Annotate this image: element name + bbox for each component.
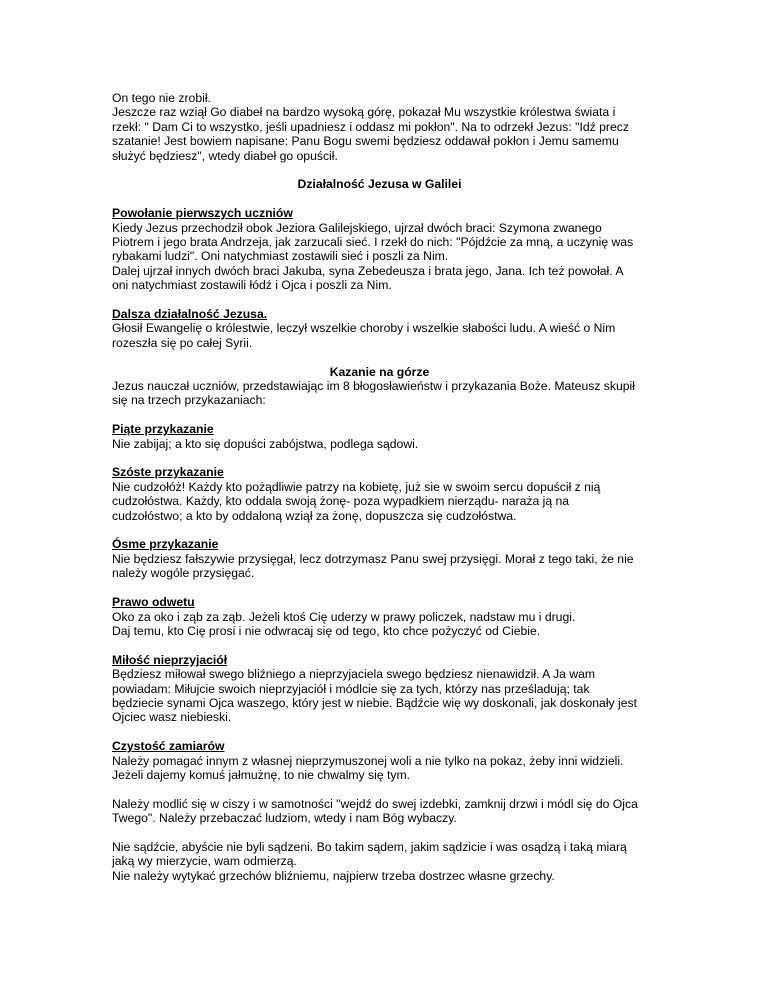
spacer [112,163,647,177]
heading-fifth-commandment: Piąte przykazanie [112,422,214,437]
intro-line: On tego nie zrobił. [112,91,211,105]
heading-purity-of-intentions: Czystość zamiarów [112,739,225,754]
retaliation-text: Oko za oko i ząb za ząb. Jeżeli ktoś Cię uderzy w prawy policzek, nadstaw mu i drugi. Daj temu, kto Cię prosi i nie odwracaj się od tego, kto chce pożyczyć od Ciebie. [112,609,576,638]
spacer [112,350,647,364]
intro-paragraph: Jeszcze raz wziął Go diabeł na bardzo wysoką górę, pokazał Mu wszystkie królestwa świata i rzekł: " Dam Ci to wszystko, jeśli upadniesz i oddasz mi pokłon". Na to odrzekł Jezus: "Idź precz szatanie! Jest bowiem napisane: Panu Bogu swemi będziesz oddawał pokłon i Jemu samemu służyć będziesz", wtedy diabeł go opuścił. [112,105,629,163]
spacer [112,192,647,206]
document-page [112,91,647,883]
calling-paragraph-2: Dalej ujrzał innych dwóch braci Jakuba, syna Zebedeusza i brata jego, Jana. Ich też powołał. A oni natychmiast zostawili łódź i Ojca i poszli za Nim. [112,263,624,293]
spacer [112,725,647,739]
spacer [112,581,647,595]
spacer [112,451,647,465]
spacer [112,782,647,796]
sixth-commandment-text: Nie cudzołóż! Każdy kto pożądliwie patrzy na kobietę, już sie w swoim sercu dopuścił z nią cudzołóstwa. Każdy, kto oddala swoją żonę- poza wypadkiem nierządu- naraża ją na cudzołóstwo; a kto by oddaloną wziął za żonę, dopuszcza się cudzołóstwa. [112,479,601,523]
heading-eighth-commandment: Ósme przykazanie [112,537,219,552]
heading-love-of-enemies: Miłość nieprzyjaciół [112,652,228,667]
further-activity-paragraph: Głosił Ewangelię o królestwie, leczył wszelkie choroby i wszelkie słabości ludu. A wieść o Nim rozeszła się po całej Syrii. [112,321,616,350]
spacer [112,408,647,422]
heading-further-activity: Dalsza działalność Jezusa. [112,307,268,322]
love-of-enemies-text: Będziesz miłował swego bliźniego a nieprzyjaciela swego będziesz nienawidził. A Ja wam powiadam: Miłujcie swoich nieprzyjaciół i módlcie się za tych, którzy nas prześladują; tak będziecie synami Ojca waszego, który jest w niebie. Bądźcie wię wy doskonali, jak doskonały jest Ojciec wasz niebieski. [112,667,637,725]
heading-calling: Powołanie pierwszych uczniów [112,206,293,221]
section-title-galilee: Działalność Jezusa w Galilei [297,177,462,192]
spacer [112,638,647,652]
section-title-sermon: Kazanie na górze [329,364,430,379]
calling-paragraph-1: Kiedy Jezus przechodził obok Jeziora Galilejskiego, ujrzał dwóch braci: Szymona zwanego Piotrem i jego brata Andrzeja, jak zarzucali sieć. I rzekł do nich: "Pójdźcie za mną, a uczynię was rybakami ludzi". Oni natychmiast zostawili sieć i poszli za Nim. [112,220,634,264]
intentions-paragraph-1: Należy pomagać innym z własnej nieprzymuszonej woli a nie tylko na pokaz, żeby inni widzieli. Jeżeli dajemy komuś jałmużnę, to nie chwalmy się tym. [112,753,624,782]
heading-retaliation: Prawo odwetu [112,595,195,610]
fifth-commandment-text: Nie zabijaj; a kto się dopuści zabójstwa, podlega sądowi. [112,436,419,451]
sermon-intro: Jezus nauczał uczniów, przedstawiając im 8 błogosławieństw i przykazania Boże. Mateusz skupił się na trzech przykazaniach: [112,379,635,408]
eighth-commandment-text: Nie będziesz fałszywie przysięgał, lecz dotrzymasz Panu swej przysięgi. Morał z tego taki, że nie należy wogóle przysięgać. [112,551,634,581]
heading-sixth-commandment: Szóste przykazanie [112,465,224,480]
spacer [112,826,647,840]
intentions-paragraph-3: Nie sądźcie, abyście nie byli sądzeni. Bo takim sądem, jakim sądzicie i was osądzą i taką miarą jaką wy mierzycie, wam odmierzą. [112,839,627,869]
intentions-paragraph-4: Nie należy wytykać grzechów bliźniemu, najpierw trzeba dostrzec własne grzechy. [112,868,555,883]
intentions-paragraph-2: Należy modlić się w ciszy i w samotności "wejdź do swej izdebki, zamknij drzwi i módl się do Ojca Twego". Należy przebaczać ludziom, wtedy i nam Bóg wybaczy. [112,796,638,826]
spacer [112,523,647,537]
spacer [112,293,647,307]
